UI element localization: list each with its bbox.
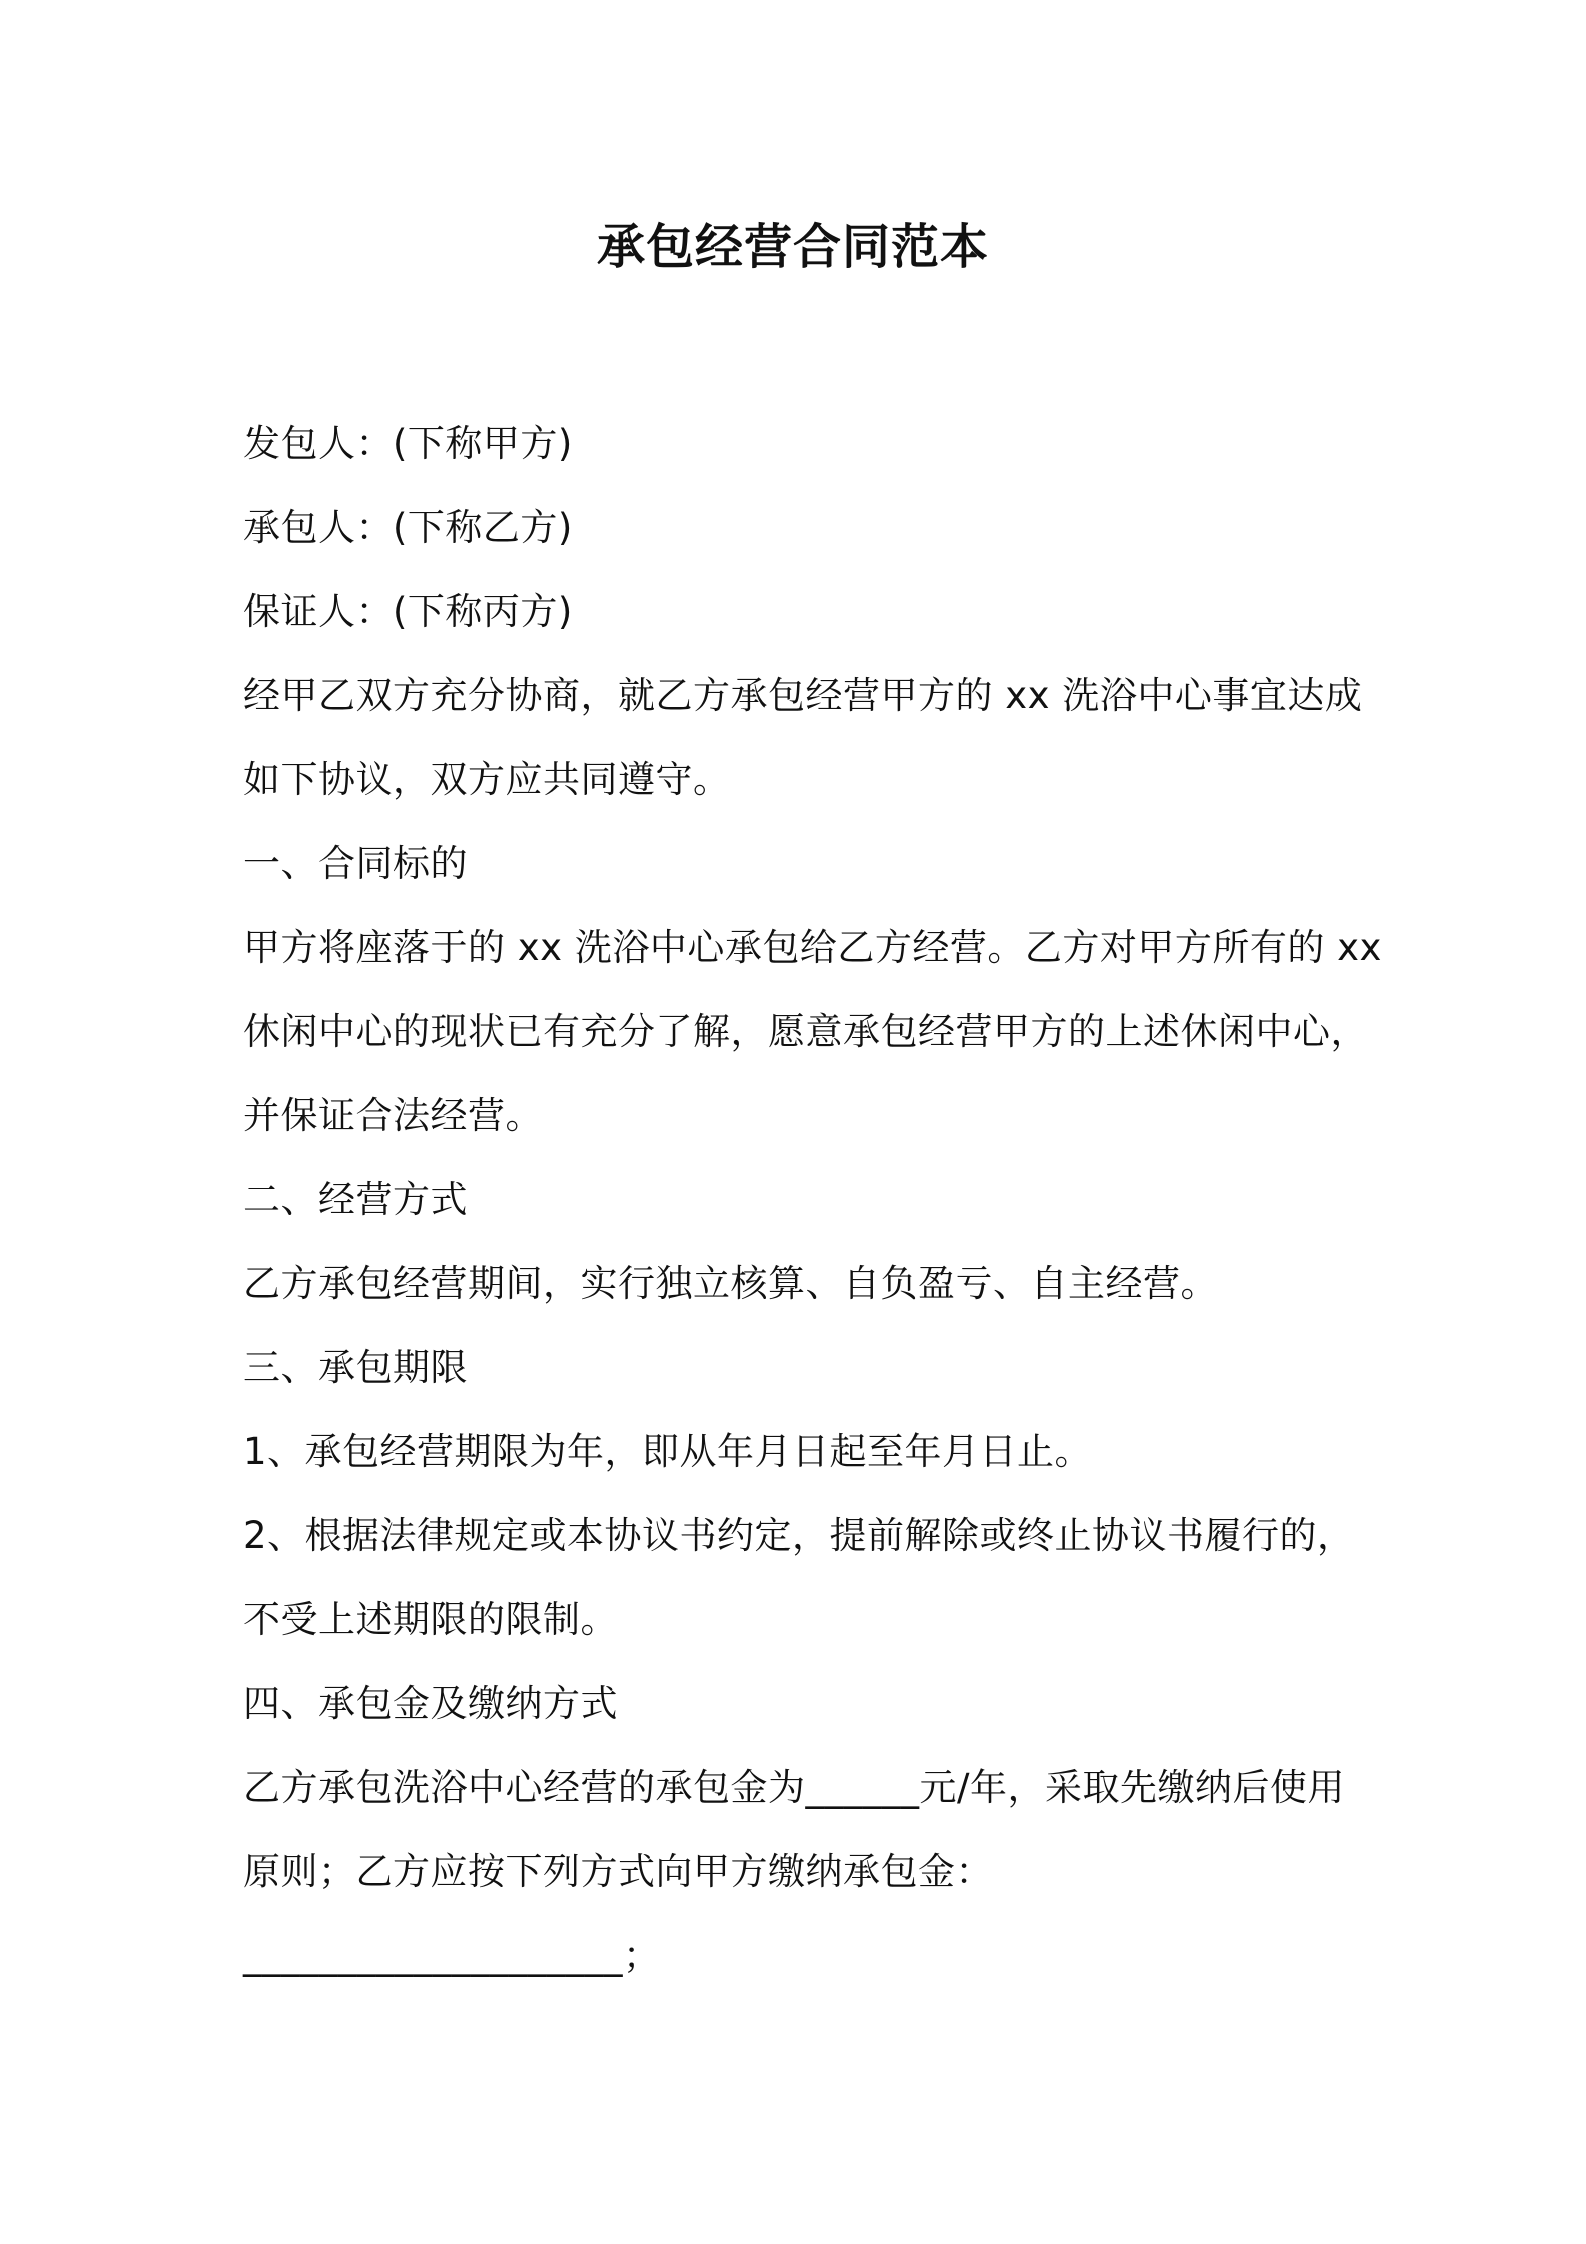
document-body: [243, 402, 1382, 1998]
paragraph-line: 甲方将座落于的 xx 洗浴中心承包给乙方经营。乙方对甲方所有的 xx: [243, 926, 1382, 969]
paragraph-line: 2、根据法律规定或本协议书约定，提前解除或终止协议书履行的，: [243, 1514, 1355, 1557]
section-heading: 二、经营方式: [243, 1178, 468, 1221]
section-heading: 四、承包金及缴纳方式: [243, 1682, 618, 1725]
party-b-line: 承包人：(下称乙方): [243, 506, 573, 549]
paragraph-line: 1、承包经营期限为年，即从年月日起至年月日止。: [243, 1430, 1093, 1473]
paragraph-line: 并保证合法经营。: [243, 1094, 543, 1137]
blank-fill-line: ____________________；: [243, 1934, 661, 1977]
paragraph-line: 如下协议，双方应共同遵守。: [243, 758, 731, 801]
paragraph-line: 乙方承包经营期间，实行独立核算、自负盈亏、自主经营。: [243, 1262, 1218, 1305]
document-title: 承包经营合同范本: [596, 219, 989, 275]
paragraph-line: 原则；乙方应按下列方式向甲方缴纳承包金：: [243, 1850, 993, 1893]
paragraph-line: 经甲乙双方充分协商，就乙方承包经营甲方的 xx 洗浴中心事宜达成: [243, 674, 1363, 717]
section-heading: 三、承包期限: [243, 1346, 468, 1389]
paragraph-line: 不受上述期限的限制。: [243, 1598, 618, 1641]
paragraph-line: 休闲中心的现状已有充分了解，愿意承包经营甲方的上述休闲中心，: [243, 1010, 1368, 1053]
party-a-line: 发包人：(下称甲方): [243, 422, 573, 465]
section-heading: 一、合同标的: [243, 842, 468, 885]
guarantor-line: 保证人：(下称丙方): [243, 590, 573, 633]
paragraph-line: 乙方承包洗浴中心经营的承包金为______元/年，采取先缴纳后使用: [243, 1766, 1345, 1809]
